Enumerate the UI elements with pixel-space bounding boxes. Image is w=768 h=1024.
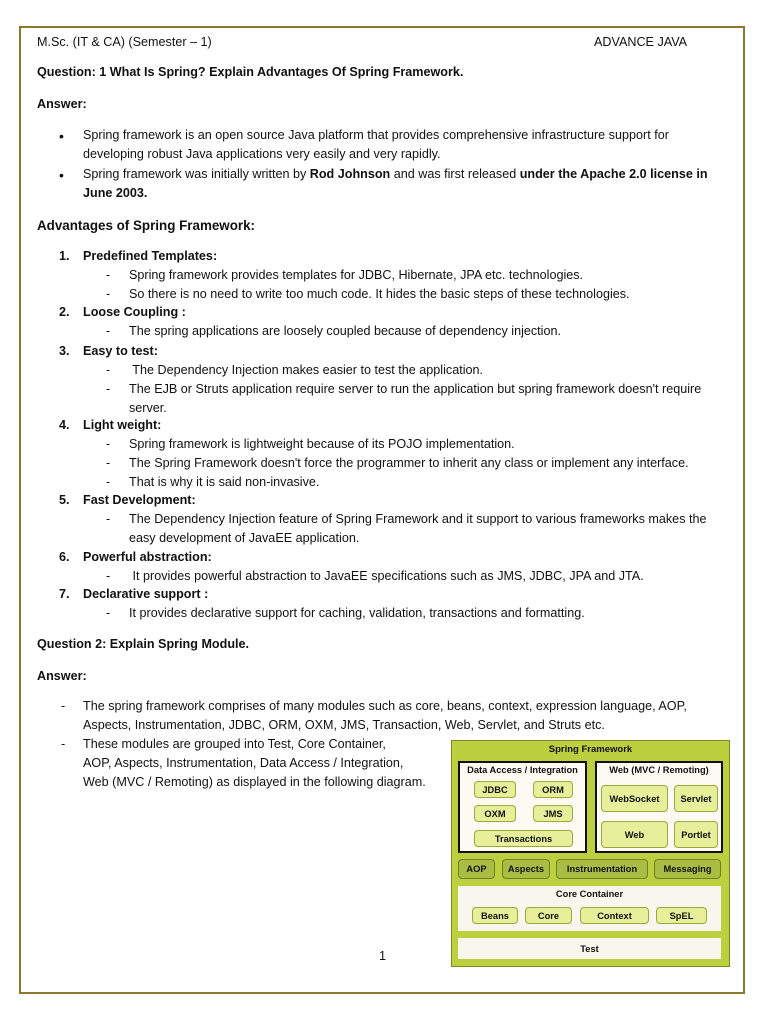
module-aop: AOP (458, 859, 495, 879)
advantage-line: It provides declarative support for caching, validation, transactions and formatting. (129, 606, 585, 620)
advantage-number: 5. (59, 493, 70, 507)
advantage-line: server. (129, 401, 167, 415)
header-course: M.Sc. (IT & CA) (Semester – 1) (37, 35, 212, 49)
advantage-dash: - (106, 268, 111, 282)
module-web: Web (601, 821, 668, 848)
advantage-dash: - (106, 287, 111, 301)
spring-framework-diagram (451, 740, 730, 967)
advantage-title: Powerful abstraction: (83, 550, 212, 564)
advantage-dash: - (106, 363, 111, 377)
advantage-line: The Dependency Injection makes easier to test the application. (129, 363, 484, 377)
module-portlet: Portlet (674, 821, 718, 848)
module-jdbc: JDBC (474, 781, 516, 798)
module-jms: JMS (533, 805, 573, 822)
header-subject: ADVANCE JAVA (594, 35, 688, 49)
answer-label-1: Answer: (37, 97, 87, 111)
advantage-line: The EJB or Struts application require server to run the application but spring framework doesn't require (129, 382, 702, 396)
web-panel (595, 761, 723, 853)
q1-license: under the Apache 2.0 license in (519, 167, 708, 181)
advantage-dash: - (106, 324, 111, 338)
q2-dash-1: - (61, 699, 66, 713)
module-spel: SpEL (656, 907, 707, 924)
module-servlet: Servlet (674, 785, 718, 812)
advantage-line: The Dependency Injection feature of Spring Framework and it support to various frameworks makes the (129, 512, 707, 526)
advantage-line: That is why it is said non-invasive. (129, 475, 320, 489)
q1-release-date: June 2003. (83, 186, 148, 200)
q2-p1-line1: The spring framework comprises of many modules such as core, beans, context, expression language, AOP, (83, 699, 687, 713)
advantage-title: Predefined Templates: (83, 249, 218, 263)
advantage-line: So there is no need to write too much code. It hides the basic steps of these technologies. (129, 287, 630, 301)
q2-dash-2: - (61, 737, 66, 751)
module-websocket: WebSocket (601, 785, 668, 812)
q1-bullet-2-pre: Spring framework was initially written by (83, 167, 310, 181)
module-core: Core (525, 907, 572, 924)
page-number: 1 (379, 949, 387, 963)
advantage-line: The Spring Framework doesn't force the programmer to inherit any class or implement any interface. (129, 456, 689, 470)
module-test: Test (458, 938, 721, 959)
advantage-dash: - (106, 569, 111, 583)
advantage-dash: - (106, 512, 111, 526)
advantage-line: easy development of JavaEE application. (129, 531, 360, 545)
data-access-panel (458, 761, 587, 853)
q1-author: Rod Johnson (309, 167, 391, 181)
advantage-dash: - (106, 475, 111, 489)
q1-bullet-2-mid: and was first released (390, 167, 520, 181)
advantages-heading: Advantages of Spring Framework: (37, 218, 256, 233)
advantage-dash: - (106, 456, 111, 470)
advantage-number: 2. (59, 305, 70, 319)
q2-p2-line2: AOP, Aspects, Instrumentation, Data Access / Integration, (83, 756, 404, 770)
advantage-number: 6. (59, 550, 70, 564)
advantage-line: The spring applications are loosely coupled because of dependency injection. (129, 324, 561, 338)
module-context: Context (580, 907, 649, 924)
q2-p2-line3: Web (MVC / Remoting) as displayed in the following diagram. (83, 775, 426, 789)
advantage-number: 1. (59, 249, 70, 263)
q1-bullet-1-line1: Spring framework is an open source Java platform that provides comprehensive infrastructure support for (83, 128, 669, 142)
advantage-title: Declarative support : (83, 587, 209, 601)
diagram-title: Spring Framework (548, 744, 633, 755)
q2-p2-line1: These modules are grouped into Test, Core Container, (83, 737, 386, 751)
advantage-title: Loose Coupling : (83, 305, 186, 319)
web-title: Web (MVC / Remoting) (609, 765, 709, 775)
q2-p1-line2: Aspects, Instrumentation, JDBC, ORM, OXM, JMS, Transaction, Web, Servlet, and Struts etc. (83, 718, 605, 732)
advantage-title: Fast Development: (83, 493, 196, 507)
advantage-line: Spring framework provides templates for JDBC, Hibernate, JPA etc. technologies. (129, 268, 584, 282)
advantage-line: Spring framework is lightweight because of its POJO implementation. (129, 437, 515, 451)
advantage-dash: - (106, 382, 111, 396)
advantage-dash: - (106, 437, 111, 451)
question-1: Question: 1 What Is Spring? Explain Advantages Of Spring Framework. (37, 65, 464, 79)
advantage-number: 7. (59, 587, 70, 601)
core-container-panel (458, 886, 721, 931)
advantage-number: 3. (59, 344, 70, 358)
core-container-title: Core Container (555, 889, 624, 899)
advantage-number: 4. (59, 418, 70, 432)
q1-bullet-1 (83, 128, 669, 142)
module-transactions: Transactions (474, 830, 573, 847)
module-oxm: OXM (474, 805, 516, 822)
data-access-title: Data Access / Integration (467, 765, 578, 775)
module-instrumentation: Instrumentation (556, 859, 648, 879)
advantage-line: It provides powerful abstraction to JavaEE specifications such as JMS, JDBC, JPA and JTA. (129, 569, 644, 583)
question-2: Question 2: Explain Spring Module. (37, 637, 250, 651)
module-aspects: Aspects (502, 859, 550, 879)
module-messaging: Messaging (654, 859, 721, 879)
module-beans: Beans (472, 907, 518, 924)
advantage-dash: - (106, 606, 111, 620)
q1-bullet-1-line2: developing robust Java applications very easily and very rapidly. (83, 147, 441, 161)
answer-label-2: Answer: (37, 669, 87, 683)
q1-bullet-2 (83, 167, 708, 181)
advantage-title: Light weight: (83, 418, 162, 432)
module-orm: ORM (533, 781, 573, 798)
advantage-title: Easy to test: (83, 344, 158, 358)
